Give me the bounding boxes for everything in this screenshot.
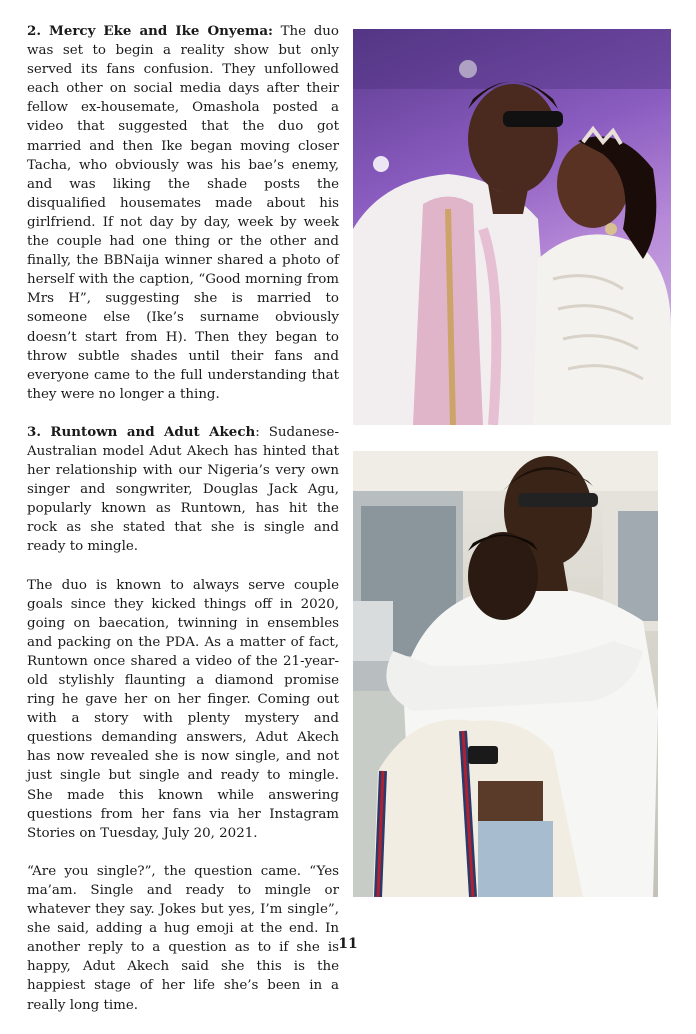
paragraph-single-reply: “Are you single?”, the question came. “Yes ma’am. Single and ready to mingle or whatever they say. Jokes but yes, I’m single”, she said, adding a hug emoji at the end. In another reply to a question as to if she is happy, Adut Akech said she this is the happiest stage of her life she’s been in a really long time.	[27, 863, 339, 1013]
body-mercy-ike: The duo was set to begin a reality show but only served its fans confusion. They unfollowed each other on social media days after their fellow ex-housemate, Omashola posted a video that suggested that the duo got married and then Ike began moving closer Tacha, who obviously was his bae’s enemy, and was liking the shade posts the disqualified housemates made about his girlfriend. If not day by day, week by week the couple had one thing or the other and finally, the BBNaija winner shared a photo of herself with the caption, “Good morning from Mrs H”, suggesting she is married to someone else (Ike’s surname obviously doesn’t start from H). Then they began to throw subtle shades until their fans and everyone came to the full understanding that they were no longer a thing.	[27, 24, 339, 402]
photo-runtown-adut-illustration	[353, 451, 658, 897]
photo-mercy-ike-illustration	[353, 29, 671, 425]
heading-mercy-ike: 2. Mercy Eke and Ike Onyema:	[27, 23, 273, 39]
paragraph-couple-goals: The duo is known to always serve couple goals since they kicked things off in 2020, going on baecation, twinning in ensembles and packing on the PDA. As a matter of fact, Runtown once shared a video of the 21-year-old stylishly flaunting a diamond promise ring he gave her on her finger. Coming out with a story with plenty mystery and questions demanding answers, Adut Akech has now revealed she is now single, and not just single but single and ready to mingle. She made this known while answering questions from her fans via her Instagram Stories on Tuesday, July 20, 2021.	[27, 577, 339, 841]
heading-runtown-adut: 3. Runtown and Adut Akech	[27, 423, 256, 440]
photo-mercy-ike	[353, 29, 671, 425]
paragraph-runtown-adut	[27, 423, 339, 557]
page-number: 11	[338, 936, 358, 952]
paragraph-mercy-ike	[27, 22, 339, 404]
body-runtown-adut: : Sudanese-Australian model Adut Akech has hinted that her relationship with our Nigeria’s very own singer and songwriter, Douglas Jack Agu, popularly known as Runtown, has hit the rock as she stated that she is single and ready to mingle.	[27, 424, 339, 555]
photo-runtown-adut	[353, 451, 658, 897]
article-column	[27, 22, 339, 1034]
